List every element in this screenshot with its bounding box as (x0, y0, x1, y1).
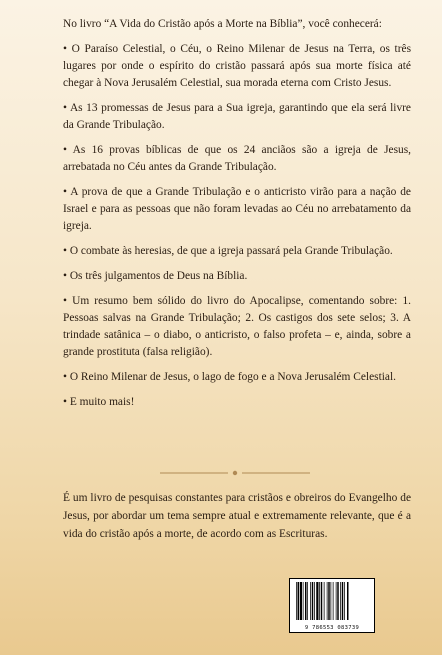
isbn-barcode (289, 578, 375, 633)
barcode-bar (321, 582, 323, 620)
feature-list (63, 41, 411, 411)
barcode-bar (316, 582, 318, 620)
barcode-bar (347, 582, 349, 620)
barcode-bar (340, 582, 341, 620)
barcode-bar (319, 582, 320, 620)
list-item: • E muito mais! (63, 396, 135, 408)
barcode-bar (336, 582, 337, 620)
barcode-bar (333, 582, 334, 620)
barcode-bar (310, 582, 311, 620)
list-item: • Os três julgamentos de Deus na Bíblia. (63, 270, 248, 282)
back-cover-text (63, 15, 411, 419)
barcode-bar (314, 582, 315, 620)
list-item: • O Paraíso Celestial, o Céu, o Reino Milenar de Jesus na Terra, os três lugares por onde o espírito do cristão passará após sua morte física até chegar à Nova Jerusalém Celestial, sua morada eterna com Cristo Jesus. (63, 43, 411, 89)
barcode-bar (331, 582, 332, 620)
list-item: • A prova de que a Grande Tribulação e o anticristo virão para a nação de Israel e para as pessoas que não foram levadas ao Céu no arrebatamento da igreja. (63, 186, 411, 232)
barcode-bar (337, 582, 339, 620)
barcode-bar (324, 582, 325, 620)
barcode-bar (307, 582, 308, 620)
list-item: • Um resumo bem sólido do livro do Apocalipse, comentando sobre: 1. Pessoas salvas na Grande Tribulação; 2. Os castigos dos sete selos; 3. A trindade satânica – o diabo, o anticristo, o falso profeta – e, ainda, sobre a grande prostituta (falsa religião). (63, 295, 411, 358)
isbn-number: 9 786553 083739 (304, 625, 360, 631)
barcode-bar (303, 582, 304, 620)
barcode-bar (312, 582, 314, 620)
list-item: • O Reino Milenar de Jesus, o lago de fogo e a Nova Jerusalém Celestial. (63, 371, 396, 383)
ornamental-divider (160, 469, 310, 477)
barcode-bar (328, 582, 330, 620)
barcode-bar (342, 582, 344, 620)
closing-paragraph: É um livro de pesquisas constantes para cristãos e obreiros do Evangelho de Jesus, por abordar um tema sempre atual e extremamente relevante, que é a vida do cristão após a morte, de acordo com as Escrituras. (63, 492, 411, 540)
barcode-bar (296, 582, 297, 620)
barcode-bar (298, 582, 300, 620)
intro-paragraph: No livro “A Vida do Cristão após a Morte na Bíblia”, você conhecerá: (63, 18, 382, 30)
barcode-bar (327, 582, 328, 620)
barcode-bar (305, 582, 307, 620)
list-item: • As 13 promessas de Jesus para a Sua igreja, garantindo que ela será livre da Grande Tribulação. (63, 102, 411, 131)
list-item: • As 16 provas bíblicas de que os 24 anciãos são a igreja de Jesus, arrebatada no Céu antes da Grande Tribulação. (63, 144, 411, 173)
list-item: • O combate às heresias, de que a igreja passará pela Grande Tribulação. (63, 245, 393, 257)
barcode-bar (300, 582, 302, 620)
barcode-bar (344, 582, 345, 620)
